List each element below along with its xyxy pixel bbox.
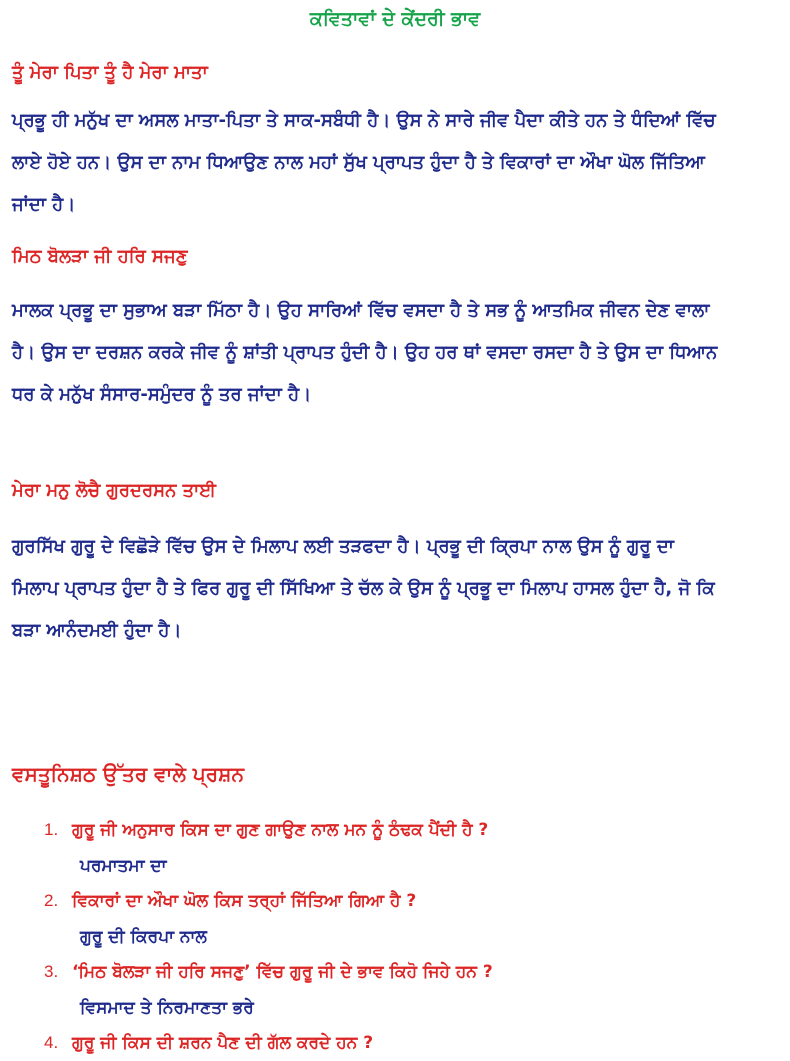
paragraph-line: ਧਰ ਕੇ ਮਨੁੱਖ ਸੰਸਾਰ-ਸਮੁੰਦਰ ਨੂੰ ਤਰ ਜਾਂਦਾ ਹੈ। bbox=[12, 384, 312, 405]
paragraph-line: ਮਿਲਾਪ ਪ੍ਰਾਪਤ ਹੁੰਦਾ ਹੈ ਤੇ ਫਿਰ ਗੁਰੂ ਦੀ ਸਿੱਖਿਆ ਤੇ ਚੱਲ ਕੇ ਉਸ ਨੂੰ ਪ੍ਰਭੂ ਦਾ ਮਿਲਾਪ ਹਾਸਲ ਹੁੰਦਾ ਹੈ, ਜੋ ਕਿ bbox=[12, 578, 715, 599]
page-title: ਕਵਿਤਾਵਾਂ ਦੇ ਕੇਂਦਰੀ ਭਾਵ bbox=[309, 8, 481, 30]
section-paragraph-3 bbox=[12, 526, 784, 652]
question-number: 1. bbox=[44, 820, 59, 839]
question-text: ਵਿਕਾਰਾਂ ਦਾ ਔਖਾ ਘੋਲ ਕਿਸ ਤਰ੍ਹਾਂ ਜਿੱਤਿਆ ਗਿਆ ਹੈ ? bbox=[72, 891, 417, 911]
question-number: 3. bbox=[44, 962, 59, 981]
question-text: ‘ਮਿਠ ਬੋਲੜਾ ਜੀ ਹਰਿ ਸਜਣੁ’ ਵਿੱਚ ਗੁਰੂ ਜੀ ਦੇ ਭਾਵ ਕਿਹੋ ਜਿਹੇ ਹਨ ? bbox=[72, 962, 493, 982]
section-heading-2: ਮਿਠ ਬੋਲੜਾ ਜੀ ਹਰਿ ਸਜਣੁ bbox=[12, 246, 188, 267]
section-heading-3: ਮੇਰਾ ਮਨੁ ਲੋਚੈ ਗੁਰਦਰਸਨ ਤਾਈ bbox=[12, 480, 216, 501]
answer-text-3: ਵਿਸਮਾਦ ਤੇ ਨਿਰਮਾਣਤਾ ਭਰੇ bbox=[80, 998, 254, 1018]
question-item-1 bbox=[44, 820, 488, 840]
question-number: 4. bbox=[44, 1033, 59, 1052]
section-paragraph-1 bbox=[12, 100, 784, 226]
paragraph-line: ਗੁਰਸਿੱਖ ਗੁਰੂ ਦੇ ਵਿਛੋੜੇ ਵਿੱਚ ਉਸ ਦੇ ਮਿਲਾਪ ਲਈ ਤੜਫਦਾ ਹੈ। ਪ੍ਰਭੂ ਦੀ ਕ੍ਰਿਪਾ ਨਾਲ ਉਸ ਨੂੰ ਗੁਰੂ ਦਾ bbox=[12, 536, 674, 557]
question-item-2 bbox=[44, 891, 416, 911]
question-number: 2. bbox=[44, 891, 59, 910]
answer-text-1: ਪਰਮਾਤਮਾ ਦਾ bbox=[80, 856, 167, 876]
question-text: ਗੁਰੂ ਜੀ ਅਨੁਸਾਰ ਕਿਸ ਦਾ ਗੁਣ ਗਾਉਣ ਨਾਲ ਮਨ ਨੂੰ ਠੰਢਕ ਪੈਂਦੀ ਹੈ ? bbox=[72, 820, 489, 840]
section-paragraph-2 bbox=[12, 290, 784, 416]
paragraph-line: ਮਾਲਕ ਪ੍ਰਭੂ ਦਾ ਸੁਭਾਅ ਬੜਾ ਮਿੱਠਾ ਹੈ। ਉਹ ਸਾਰਿਆਂ ਵਿੱਚ ਵਸਦਾ ਹੈ ਤੇ ਸਭ ਨੂੰ ਆਤਮਿਕ ਜੀਵਨ ਦੇਣ ਵਾਲਾ bbox=[12, 300, 710, 321]
question-item-4 bbox=[44, 1033, 373, 1053]
question-text: ਗੁਰੂ ਜੀ ਕਿਸ ਦੀ ਸ਼ਰਨ ਪੈਣ ਦੀ ਗੱਲ ਕਰਦੇ ਹਨ ? bbox=[72, 1033, 374, 1053]
paragraph-line: ਪ੍ਰਭੂ ਹੀ ਮਨੁੱਖ ਦਾ ਅਸਲ ਮਾਤਾ-ਪਿਤਾ ਤੇ ਸਾਕ-ਸਬੰਧੀ ਹੈ। ਉਸ ਨੇ ਸਾਰੇ ਜੀਵ ਪੈਦਾ ਕੀਤੇ ਹਨ ਤੇ ਧੰਦਿਆਂ ਵਿੱਚ bbox=[12, 110, 716, 131]
section-heading-1: ਤੂੰ ਮੇਰਾ ਪਿਤਾ ਤੂੰ ਹੈ ਮੇਰਾ ਮਾਤਾ bbox=[12, 62, 208, 83]
paragraph-line: ਲਾਏ ਹੋਏ ਹਨ। ਉਸ ਦਾ ਨਾਮ ਧਿਆਉਣ ਨਾਲ ਮਹਾਂ ਸੁੱਖ ਪ੍ਰਾਪਤ ਹੁੰਦਾ ਹੈ ਤੇ ਵਿਕਾਰਾਂ ਦਾ ਔਖਾ ਘੋਲ ਜਿੱਤਿਆ bbox=[12, 152, 705, 173]
paragraph-line: ਜਾਂਦਾ ਹੈ। bbox=[12, 194, 76, 215]
paragraph-line: ਹੈ। ਉਸ ਦਾ ਦਰਸ਼ਨ ਕਰਕੇ ਜੀਵ ਨੂੰ ਸ਼ਾਂਤੀ ਪ੍ਰਾਪਤ ਹੁੰਦੀ ਹੈ। ਉਹ ਹਰ ਥਾਂ ਵਸਦਾ ਰਸਦਾ ਹੈ ਤੇ ਉਸ ਦਾ ਧਿਆਨ bbox=[12, 342, 718, 363]
qa-heading: ਵਸਤੂਨਿਸ਼ਠ ਉੱਤਰ ਵਾਲੇ ਪ੍ਰਸ਼ਨ bbox=[12, 762, 244, 786]
question-item-3 bbox=[44, 962, 493, 982]
paragraph-line: ਬੜਾ ਆਨੰਦਮਈ ਹੁੰਦਾ ਹੈ। bbox=[12, 620, 182, 641]
answer-text-2: ਗੁਰੂ ਦੀ ਕਿਰਪਾ ਨਾਲ bbox=[80, 927, 207, 947]
